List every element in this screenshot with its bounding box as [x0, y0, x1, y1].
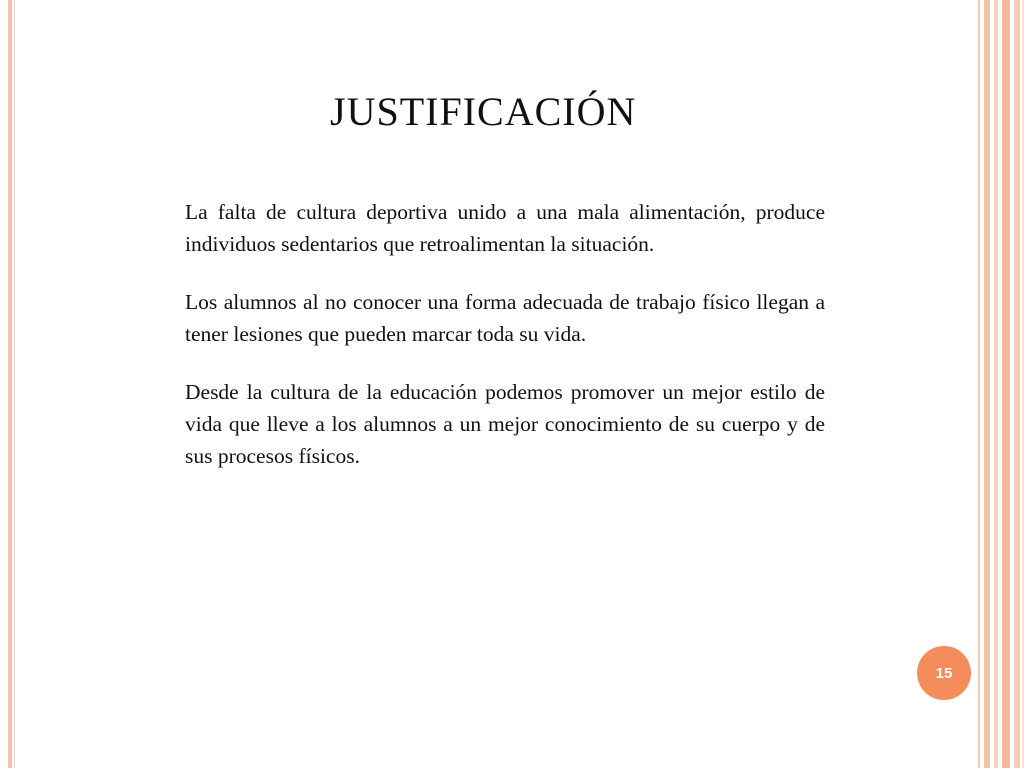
stripe: [994, 0, 998, 768]
page-number-badge: 15: [917, 646, 971, 700]
paragraph: Desde la cultura de la educación podemos promover un mejor estilo de vida que lleve a los alumnos a un mejor conocimiento de su cuerpo y de sus procesos físicos.: [185, 380, 825, 468]
slide-body: [185, 196, 825, 498]
stripe: [1014, 0, 1020, 768]
paragraph: Los alumnos al no conocer una forma adecuada de trabajo físico llegan a tener lesiones que pueden marcar toda su vida.: [185, 290, 825, 346]
left-border-decoration: [8, 0, 12, 768]
right-stripes-decoration: [974, 0, 1024, 768]
slide-title: JUSTIFICACIÓN: [330, 89, 637, 134]
paragraph: La falta de cultura deportiva unido a una mala alimentación, produce individuos sedentarios que retroalimentan la situación.: [185, 200, 825, 256]
stripe: [984, 0, 990, 768]
stripe: [978, 0, 980, 768]
stripe: [1002, 0, 1010, 768]
